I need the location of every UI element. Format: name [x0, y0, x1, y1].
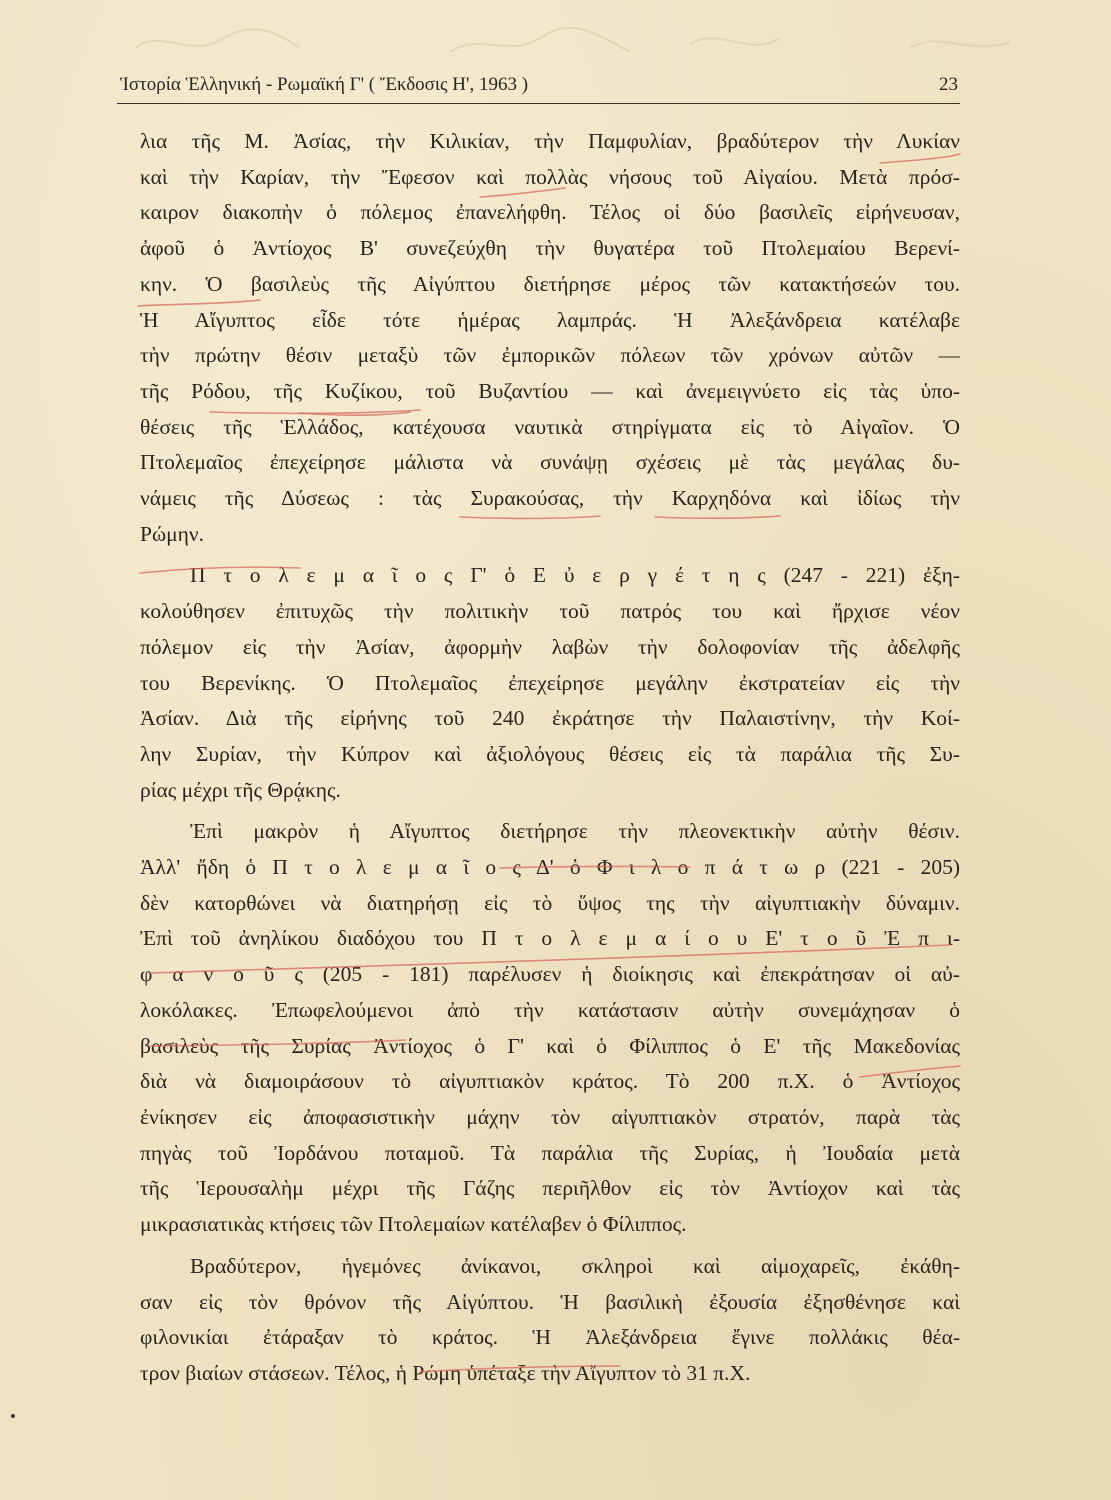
- text-line: τῆς Ἱερουσαλὴμ μέχρι τῆς Γάζης περιῆλθον εἰς τὸν Ἀντίοχον καὶ τὰς: [140, 1176, 960, 1201]
- text-line: Ἐπὶ μακρὸν ἡ Αἴγυπτος διετήρησε τὴν πλεονεκτικὴν αὐτὴν θέσιν.: [190, 819, 960, 844]
- paragraph: [140, 124, 960, 552]
- text-line: θέσεις τῆς Ἑλλάδος, κατέχουσα ναυτικὰ στηρίγματα εἰς τὸ Αἰγαῖον. Ὁ: [140, 414, 960, 439]
- paragraph: [140, 558, 960, 808]
- text-line: διὰ νὰ διαμοιράσουν τὸ αἰγυπτιακὸν κράτος. Τὸ 200 π.Χ. ὁ Ἀντίοχος: [140, 1069, 960, 1094]
- text-line: Βραδύτερον, ἡγεμόνες ἀνίκανοι, σκληροὶ καὶ αἱμοχαρεῖς, ἐκάθη-: [190, 1253, 960, 1278]
- text-line: τῆς Ρόδου, τῆς Κυζίκου, τοῦ Βυζαντίου — καὶ ἀνεμειγνύετο εἰς τὰς ὑπο-: [140, 378, 960, 403]
- text-line: φ α ν ο ῦ ς (205 - 181) παρέλυσεν ἡ διοίκησις καὶ ἐπεκράτησαν οἱ αὐ-: [140, 962, 960, 987]
- text-line: Ἀλλ' ἤδη ὁ Π τ ο λ ε μ α ῖ ο ς Δ' ὁ Φ ι λ ο π ά τ ω ρ (221 - 205): [140, 855, 960, 880]
- book-title: Ἱστορία Ἑλληνική - Ρωμαϊκή Γ' ( Ἔκδοσις Η', 1963 ): [120, 74, 529, 95]
- text-line: τρον βιαίων στάσεων. Τέλος, ἡ Ρώμη ὑπέταξε τὴν Αἴγυπτον τὸ 31 π.Χ.: [140, 1360, 751, 1385]
- text-line: νάμεις τῆς Δύσεως : τὰς Συρακούσας, τὴν Καρχηδόνα καὶ ἰδίως τὴν: [140, 486, 960, 511]
- text-line: Ἡ Αἴγυπτος εἶδε τότε ἡμέρας λαμπράς. Ἡ Ἀλεξάνδρεια κατέλαβε: [140, 307, 960, 332]
- text-line: λην Συρίαν, τὴν Κύπρον καὶ ἀξιολόγους θέσεις εἰς τὰ παράλια τῆς Συ-: [140, 741, 960, 766]
- text-line: του Βερενίκης. Ὁ Πτολεμαῖος ἐπεχείρησε μεγάλην ἐκστρατείαν εἰς τὴν: [140, 670, 960, 695]
- text-line: Ἐπὶ τοῦ ἀνηλίκου διαδόχου του Π τ ο λ ε μ α ί ο υ Ε' τ ο ῦ Ἐ π ι-: [140, 926, 960, 951]
- text-line: καὶ τὴν Καρίαν, τὴν Ἔφεσον καὶ πολλὰς νήσους τοῦ Αἰγαίου. Μετὰ πρόσ-: [140, 164, 960, 189]
- text-line: πόλεμον εἰς τὴν Ἀσίαν, ἀφορμὴν λαβὼν τὴν δολοφονίαν τῆς ἀδελφῆς: [140, 634, 960, 659]
- paragraph: [140, 814, 960, 1242]
- text-line: ἐνίκησεν εἰς ἀποφασιστικὴν μάχην τὸν αἰγυπτιακὸν στρατόν, παρὰ τὰς: [140, 1104, 960, 1129]
- text-line: φιλονικίαι ἐτάραξαν τὸ κράτος. Ἡ Ἀλεξάνδρεια ἔγινε πολλάκις θέα-: [140, 1325, 960, 1350]
- text-line: λια τῆς Μ. Ἀσίας, τὴν Κιλικίαν, τὴν Παμφυλίαν, βραδύτερον τὴν Λυκίαν: [140, 129, 960, 153]
- ink-speck: [11, 1414, 15, 1418]
- text-line: σαν εἰς τὸν θρόνον τῆς Αἰγύπτου. Ἡ βασιλικὴ ἐξουσία ἐξησθένησε καὶ: [140, 1289, 960, 1314]
- header-divider: [117, 103, 960, 104]
- paragraph: [140, 1249, 960, 1392]
- text-line: ἀφοῦ ὁ Ἀντίοχος Β' συνεζεύχθη τὴν θυγατέρα τοῦ Πτολεμαίου Βερενί-: [140, 236, 960, 261]
- text-line: βασιλεὺς τῆς Συρίας Ἀντίοχος ὁ Γ' καὶ ὁ Φίλιππος ὁ Ε' τῆς Μακεδονίας: [140, 1033, 960, 1058]
- text-line: κην. Ὁ βασιλεὺς τῆς Αἰγύπτου διετήρησε μέρος τῶν κατακτήσεών του.: [140, 271, 960, 296]
- text-line: λοκόλακες. Ἐπωφελούμενοι ἀπὸ τὴν κατάστασιν αὐτὴν συνεμάχησαν ὁ: [140, 997, 960, 1022]
- body-text: [140, 124, 960, 1392]
- text-line: καιρον διακοπὴν ὁ πόλεμος ἐπανελήφθη. Τέλος οἱ δύο βασιλεῖς εἰρήνευσαν,: [140, 200, 960, 225]
- text-line: πηγὰς τοῦ Ἰορδάνου ποταμοῦ. Τὰ παράλια τῆς Συρίας, ἡ Ἰουδαία μετὰ: [140, 1140, 960, 1165]
- page-number: 23: [939, 74, 958, 95]
- text-line: τὴν πρώτην θέσιν μεταξὺ τῶν ἐμπορικῶν πόλεων τῶν χρόνων αὐτῶν —: [140, 343, 960, 368]
- text-line: Πτολεμαῖος ἐπεχείρησε μάλιστα νὰ συνάψῃ σχέσεις μὲ τὰς μεγάλας δυ-: [140, 450, 960, 475]
- text-line: δὲν κατορθώνει νὰ διατηρήσῃ εἰς τὸ ὕψος της τὴν αἰγυπτιακὴν δύναμιν.: [140, 890, 960, 915]
- text-line: κολούθησεν ἐπιτυχῶς τὴν πολιτικὴν τοῦ πατρός του καὶ ἤρχισε νέον: [140, 599, 960, 624]
- faded-bleedthrough-handwriting: [130, 18, 1030, 68]
- text-line: Ἀσίαν. Διὰ τῆς εἰρήνης τοῦ 240 ἐκράτησε τὴν Παλαιστίνην, τὴν Κοί-: [140, 706, 960, 731]
- text-line: ρίας μέχρι τῆς Θρᾴκης.: [140, 777, 341, 802]
- text-line: Π τ ο λ ε μ α ῖ ο ς Γ' ὁ Ε ὐ ε ρ γ έ τ η ς (247 - 221) ἐξη-: [190, 563, 960, 588]
- text-line: Ρώμην.: [140, 521, 204, 546]
- running-header: [120, 74, 958, 100]
- text-line: μικρασιατικὰς κτήσεις τῶν Πτολεμαίων κατέλαβεν ὁ Φίλιππος.: [140, 1212, 687, 1237]
